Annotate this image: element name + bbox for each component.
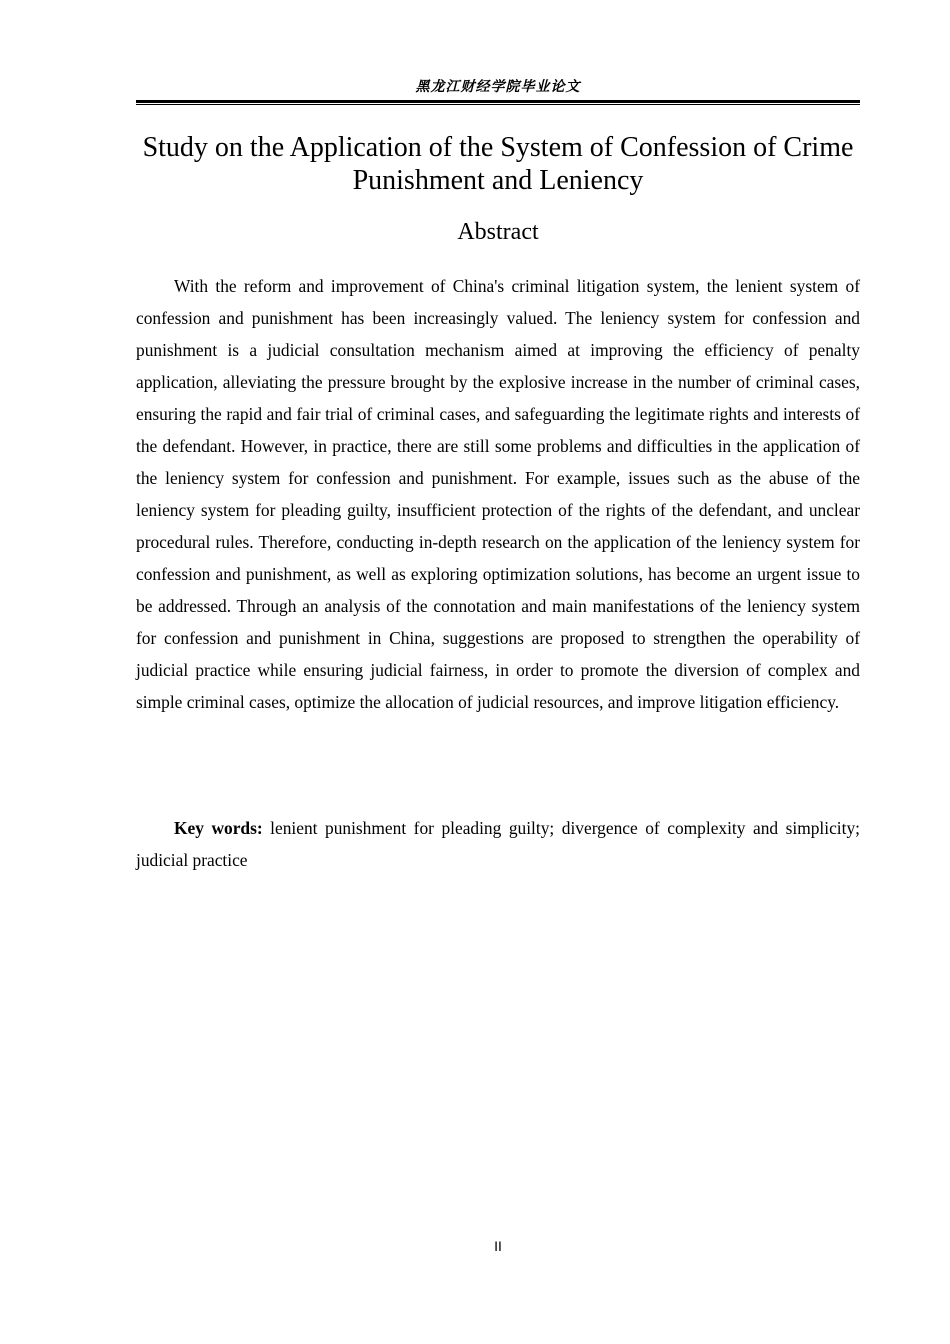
header-rule-thin (136, 104, 860, 105)
keywords-text: lenient punishment for pleading guilty; divergence of complexity and simplicity; judicial practice (136, 818, 860, 870)
abstract-heading: Abstract (457, 219, 539, 245)
header-rule-thick (136, 100, 860, 103)
running-header: 黑龙江财经学院毕业论文 (415, 79, 581, 95)
page-number: II (494, 1238, 502, 1254)
abstract-body: With the reform and improvement of China's criminal litigation system, the lenient system of confession and punishment has been increasingly valued. The leniency system for confession and punishment is a judicial consultation mechanism aimed at improving the efficiency of penalty application, alleviating the pressure brought by the explosive increase in the number of criminal cases, ensuring the rapid and fair trial of criminal cases, and safeguarding the legitimate rights and interests of the defendant. However, in practice, there are still some problems and difficulties in the application of the leniency system for confession and punishment. For example, issues such as the abuse of the leniency system for pleading guilty, insufficient protection of the rights of the defendant, and unclear procedural rules. Therefore, conducting in-depth research on the application of the leniency system for confession and punishment, as well as exploring optimization solutions, has become an urgent issue to be addressed. Through an analysis of the connotation and main manifestations of the leniency system for confession and punishment in China, suggestions are proposed to strengthen the operability of judicial practice while ensuring judicial fairness, in order to promote the diversion of complex and simple criminal cases, optimize the allocation of judicial resources, and improve litigation efficiency. (136, 276, 860, 712)
paper-title: Study on the Application of the System of Confession of Crime Punishment and Leniency (142, 132, 854, 196)
keywords-paragraph (136, 812, 860, 876)
keywords-label: Key words: (174, 818, 263, 838)
